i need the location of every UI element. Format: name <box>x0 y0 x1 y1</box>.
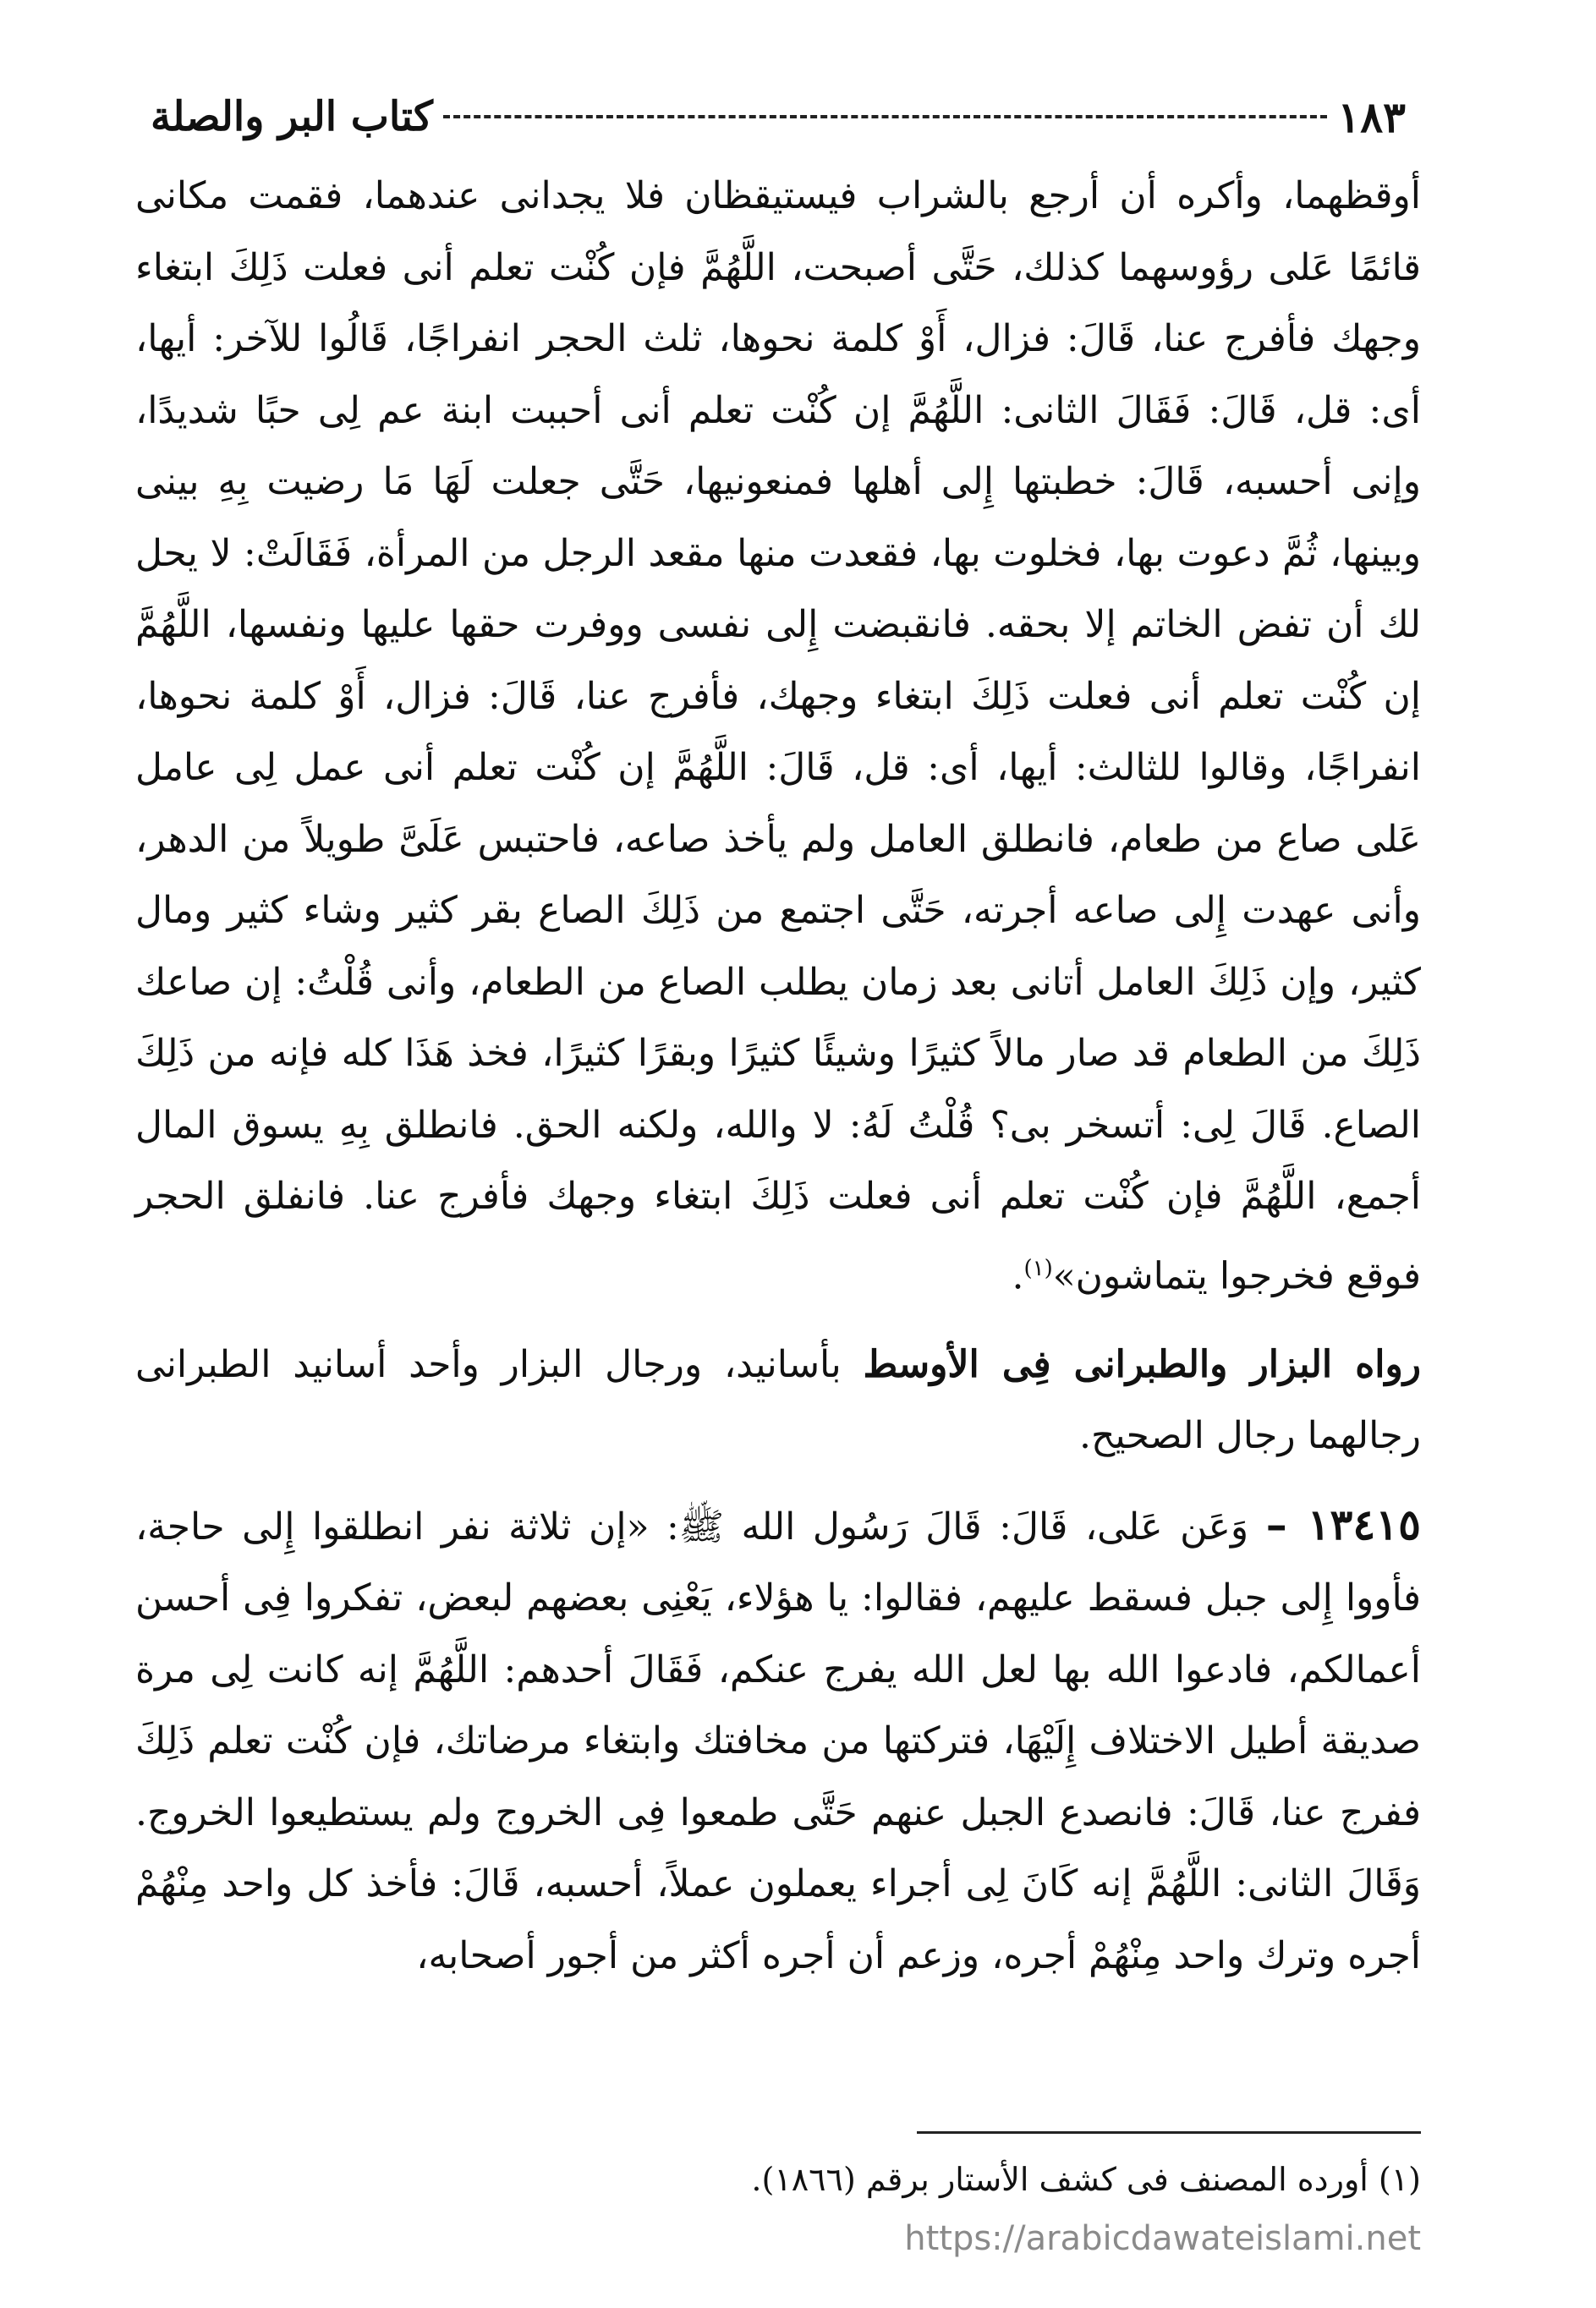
source-rest: بأسانيد، ورجال البزار وأحد أسانيد الطبرانى رجالهما رجال الصحيح. <box>135 1342 1421 1458</box>
paragraph-hadith-13415 <box>135 1489 1421 1993</box>
running-header <box>135 83 1421 151</box>
paragraph-hadith-continuation <box>135 161 1421 1313</box>
watermark-url: https://arabicdawateislami.net <box>904 2219 1421 2258</box>
footnote-reference[interactable]: (١) <box>1023 1255 1053 1281</box>
main-text <box>135 161 1421 1992</box>
paragraph-source-note <box>135 1329 1421 1472</box>
paragraph-3-text: وَعَن عَلى، قَالَ: قَالَ رَسُول الله ﷺ: «إن ثلاثة نفر انطلقوا إِلى حاجة، فأووا إِلى جبل فسقط عليهم، فقالوا: يا هؤلاء، يَعْنِى بعضهم لبعض، تفكروا فِى أحسن أعمالكم، فادعوا الله بها لعل الله يفرج عنكم، فَقَالَ أحدهم: اللَّهُمَّ إنه كانت لِى مرة صديقة أطيل الاختلاف إِلَيْهَا، فتركتها من مخافتك وابتغاء مرضاتك، فإن كُنْت تعلم ذَلِكَ ففرج عنا، قَالَ: فانصدع الجبل عنهم حَتَّى طمعوا فِى الخروج ولم يستطيعوا الخروج. وَقَالَ الثانى: اللَّهُمَّ إنه كَانَ لِى أجراء يعملون عملاً، أحسبه، قَالَ: فأخذ كل واحد مِنْهُمْ أجره وترك واحد مِنْهُمْ أجره، وزعم أن أجره أكثر من أجور أصحابه، <box>135 1505 1421 1977</box>
paragraph-1-text: أوقظهما، وأكره أن أرجع بالشراب فيستيقظان فلا يجدانى عندهما، فقمت مكانى قائمًا عَلى رؤوسهما كذلك، حَتَّى أصبحت، اللَّهُمَّ فإن كُنْت تعلم أنى فعلت ذَلِكَ ابتغاء وجهك فأفرج عنا، قَالَ: فزال، أَوْ كلمة نحوها، ثلث الحجر انفراجًا، قَالُوا للآخر: أيها، أى: قل، قَالَ: فَقَالَ الثانى: اللَّهُمَّ إن كُنْت تعلم أنى أحببت ابنة عم لِى حبًا شديدًا، وإنى أحسبه، قَالَ: خطبتها إِلى أهلها فمنعونيها، حَتَّى جعلت لَهَا مَا رضيت بِهِ بينى وبينها، ثُمَّ دعوت بها، فخلوت بها، فقعدت منها مقعد الرجل من المرأة، فَقَالَتْ: لا يحل لك أن تفض الخاتم إلا بحقه. فانقبضت إِلى نفسى ووفرت حقها عليها ونفسها، اللَّهُمَّ إن كُنْت تعلم أنى فعلت ذَلِكَ ابتغاء وجهك، فأفرج عنا، قَالَ: فزال، أَوْ كلمة نحوها، انفراجًا، وقالوا للثالث: أيها، أى: قل، قَالَ: اللَّهُمَّ إن كُنْت تعلم أنى عمل لِى عامل عَلى صاع من طعام، فانطلق العامل ولم يأخذ صاعه، فاحتبس عَلَىَّ طويلاً من الدهر، وأنى عهدت إِلى صاعه أجرته، حَتَّى اجتمع من ذَلِكَ الصاع بقر كثير وشاء كثير ومال كثير، وإن ذَلِكَ العامل أتانى بعد زمان يطلب الصاع من الطعام، وأنى قُلْتُ: إن صاعك ذَلِكَ من الطعام قد صار مالاً كثيرًا وشيئًا كثيرًا وبقرًا كثيرًا، فخذ هَذَا كله فإنه من ذَلِكَ الصاع. قَالَ لِى: أتسخر بى؟ قُلْتُ لَهُ: لا والله، ولكنه الحق. فانطلق بِهِ يسوق المال أجمع، اللَّهُمَّ فإن كُنْت تعلم أنى فعلت ذَلِكَ ابتغاء وجهك فأفرج عنا. فانفلق الحجر فوقع فخرجوا يتماشون» <box>135 174 1421 1298</box>
book-title: كتاب البر والصلة <box>151 93 433 140</box>
source-lead: رواه البزار والطبرانى فِى الأوسط <box>863 1342 1421 1386</box>
footnote-rule <box>917 2131 1421 2134</box>
footnote: (١) أورده المصنف فى كشف الأستار برقم (١٨٦٦). <box>751 2161 1421 2198</box>
header-dashed-rule <box>443 115 1328 118</box>
paragraph-1-end: . <box>1012 1254 1024 1298</box>
page-number: ١٨٣ <box>1337 91 1406 142</box>
hadith-number: ١٣٤١٥ – <box>1265 1499 1421 1549</box>
